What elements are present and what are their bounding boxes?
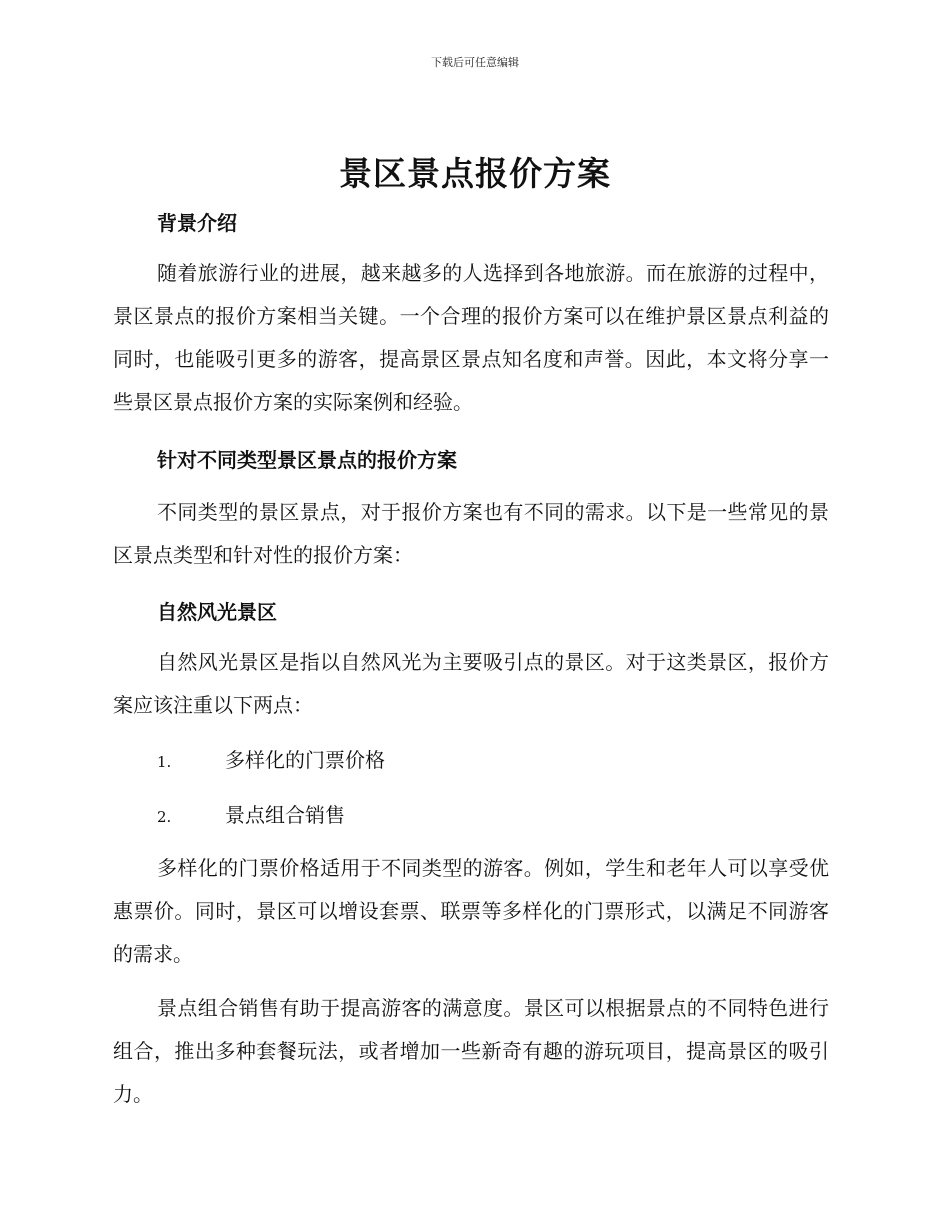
paragraph-natural-intro: 自然风光景区是指以自然风光为主要吸引点的景区。对于这类景区，报价方案应该注重以下两点： <box>113 650 829 717</box>
header-note: 下载后可任意编辑 <box>431 56 519 69</box>
list-number: 2. <box>157 808 172 826</box>
section-heading-natural: 自然风光景区 <box>157 600 277 624</box>
list-text: 多样化的门票价格 <box>225 748 385 772</box>
section-heading-background: 背景介绍 <box>157 211 237 235</box>
list-item-2 <box>157 801 345 831</box>
list-text: 景点组合销售 <box>225 803 345 827</box>
paragraph-combo-sales: 景点组合销售有助于提高游客的满意度。景区可以根据景点的不同特色进行组合，推出多种套餐玩法，或者增加一些新奇有趣的游玩项目，提高景区的吸引力。 <box>113 996 829 1106</box>
document-title: 景区景点报价方案 <box>339 154 611 193</box>
paragraph-ticket-pricing: 多样化的门票价格适用于不同类型的游客。例如，学生和老年人可以享受优惠票价。同时，景区可以增设套票、联票等多样化的门票形式，以满足不同游客的需求。 <box>113 856 829 966</box>
section-heading-types: 针对不同类型景区景点的报价方案 <box>157 448 457 472</box>
list-item-1 <box>157 746 385 776</box>
paragraph-types: 不同类型的景区景点，对于报价方案也有不同的需求。以下是一些常见的景区景点类型和针对性的报价方案： <box>113 500 829 567</box>
paragraph-background: 随着旅游行业的进展，越来越多的人选择到各地旅游。而在旅游的过程中，景区景点的报价方案相当关键。一个合理的报价方案可以在维护景区景点利益的同时，也能吸引更多的游客，提高景区景点知名度和声誉。因此，本文将分享一些景区景点报价方案的实际案例和经验。 <box>113 261 829 414</box>
list-number: 1. <box>157 753 172 771</box>
